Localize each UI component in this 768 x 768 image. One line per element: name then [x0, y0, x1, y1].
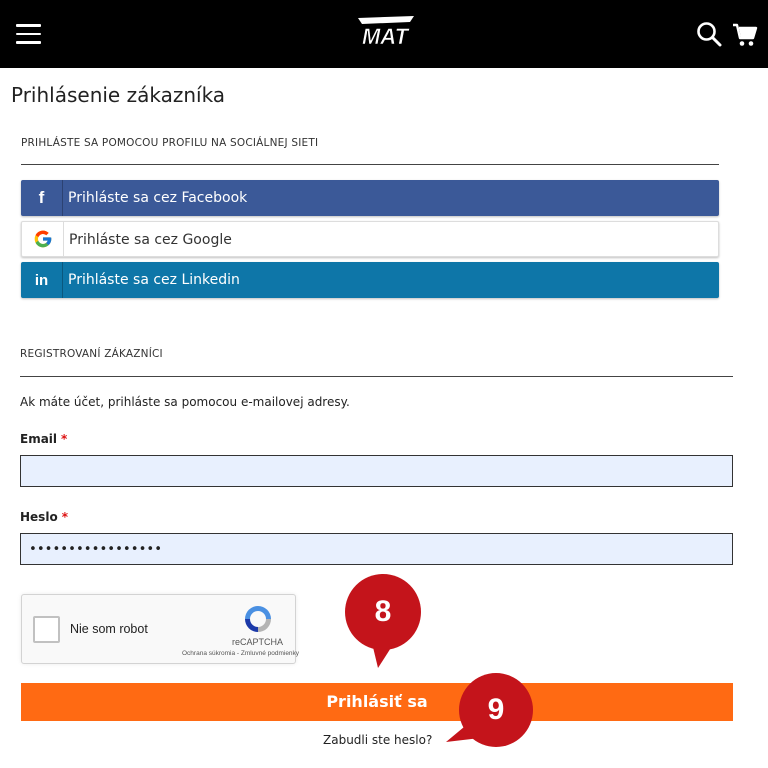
email-field[interactable] — [20, 455, 733, 487]
email-label: Email * — [20, 432, 68, 446]
registered-divider — [20, 376, 733, 377]
page-title: Prihlásenie zákazníka — [11, 83, 226, 107]
required-marker: * — [61, 510, 68, 524]
recaptcha-logo-icon — [242, 603, 274, 635]
google-login-button[interactable] — [21, 221, 719, 257]
mat-logo[interactable] — [352, 14, 418, 50]
login-info-text: Ak máte účet, prihláste sa pomocou e-mailovej adresy. — [20, 395, 350, 409]
registered-customers-heading: REGISTROVANÍ ZÁKAZNÍCI — [20, 348, 163, 360]
login-button[interactable]: Prihlásiť sa — [21, 683, 733, 721]
recaptcha-checkbox[interactable] — [33, 616, 60, 643]
password-field[interactable] — [20, 533, 733, 565]
google-icon — [22, 222, 63, 256]
svg-text:MAT: MAT — [361, 24, 409, 49]
facebook-login-label: Prihláste sa cez Facebook — [68, 190, 248, 206]
facebook-login-button[interactable] — [21, 180, 719, 216]
google-login-label: Prihláste sa cez Google — [69, 232, 232, 248]
linkedin-icon: in — [34, 271, 49, 289]
linkedin-login-label: Prihláste sa cez Linkedin — [68, 272, 240, 288]
social-divider — [21, 164, 719, 165]
recaptcha-widget — [21, 594, 300, 664]
required-marker: * — [61, 432, 68, 446]
shopping-cart-icon[interactable] — [732, 22, 758, 48]
password-label: Heslo * — [20, 510, 68, 524]
recaptcha-brand: reCAPTCHA — [232, 637, 284, 647]
hamburger-menu-icon[interactable] — [16, 24, 41, 44]
forgot-password-link[interactable]: Zabudli ste heslo? — [323, 733, 433, 747]
callout-number-9: 9 — [487, 693, 505, 726]
top-header-bar — [0, 0, 768, 68]
search-icon[interactable] — [696, 21, 722, 47]
recaptcha-links[interactable]: Ochrana súkromia - Zmluvné podmienky — [182, 650, 300, 657]
callout-number-8: 8 — [374, 595, 392, 628]
recaptcha-label: Nie som robot — [70, 622, 148, 636]
facebook-icon: f — [38, 188, 45, 207]
linkedin-login-button[interactable] — [21, 262, 719, 298]
social-login-heading: PRIHLÁSTE SA POMOCOU PROFILU NA SOCIÁLNEJ SIETI — [21, 137, 319, 149]
